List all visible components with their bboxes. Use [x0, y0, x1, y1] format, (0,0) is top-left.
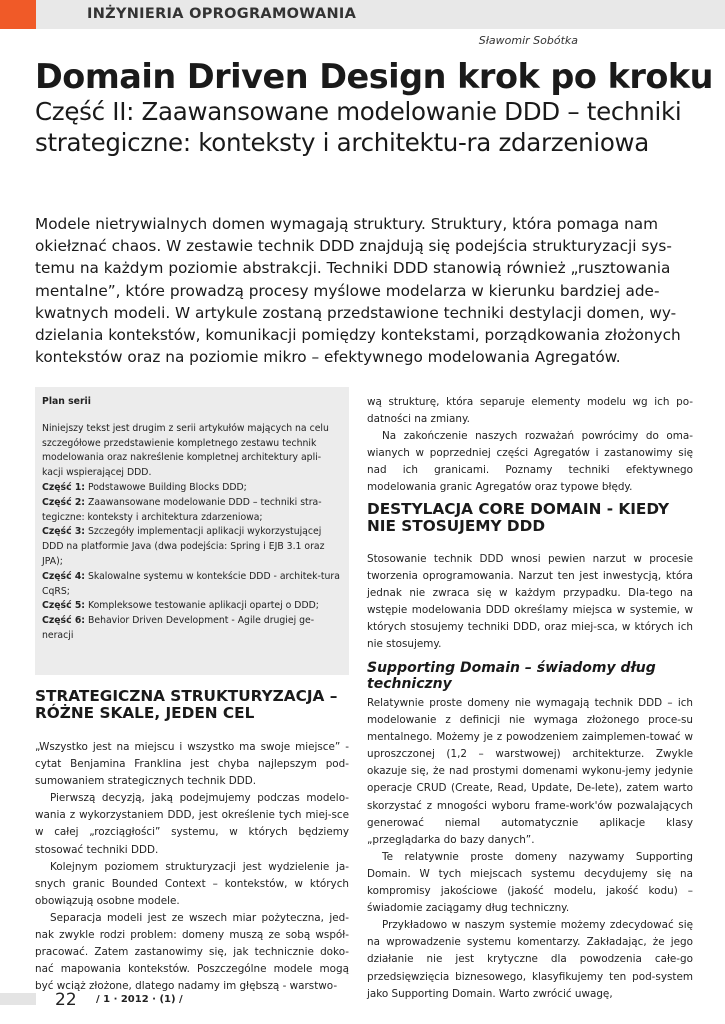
series-part: [42, 570, 342, 600]
right-column-continuation: [367, 394, 693, 497]
section-color-tab: [0, 0, 36, 29]
series-part-text: Skalowalne systemu w kontekście DDD - architek-tura CqRS;: [42, 570, 340, 597]
article-subtitle: Część II: Zaawansowane modelowanie DDD – techniki strategiczne: konteksty i architektu-ra zdarzeniowa: [35, 97, 682, 157]
series-part-label: Część 1:: [42, 481, 86, 493]
series-part: [42, 525, 342, 569]
series-plan-box: [35, 387, 349, 675]
paragraph: Kolejnym poziomem strukturyzacji jest wydzielenie ja-snych granic Bounded Context – kontekstów, w których obowiązują osobne modele.: [35, 860, 349, 907]
series-part: [42, 481, 342, 496]
paragraph: Stosowanie technik DDD wnosi pewien narzut w procesie tworzenia oprogramowania. Narzut ten jest inwestycją, która jednak nie zwraca się w każdym przypadku. Dla-tego na wstępie modelowania DDD określamy miejsca w systemie, w których stosujemy techniki DDD, oraz miej-sca, w których ich nie stosujemy.: [367, 553, 693, 651]
series-part-text: Podstawowe Building Blocks DDD;: [85, 481, 247, 493]
series-plan-intro: Niniejszy tekst jest drugim z serii artykułów mających na celu szczegółowe przedstawienie kompletnego zestawu technik modelowania oraz nakreślenie kompletnej architektury apli-kacji wspierającej DDD.: [42, 422, 329, 479]
series-plan-title: Plan serii: [42, 396, 91, 407]
right-column-body-2: [367, 695, 693, 1003]
series-part-label: Część 6:: [42, 615, 86, 627]
right-column-body: [367, 551, 693, 654]
series-part-text: Kompleksowe testowanie aplikacji opartej o DDD;: [85, 600, 319, 612]
series-part-label: Część 4:: [42, 570, 86, 582]
paragraph: Przykładowo w naszym systemie możemy zdecydować się na wprowadzenie systemu komentarzy. Zakładając, że jego działanie nie jest krytyczne dla powodzenia całe-go przedsięwzięcia biznesowego, klasyfikujemy ten pod-system jako Supporting Domain. Warto zwrócić uwagę,: [367, 919, 693, 1000]
page-number: 22: [55, 990, 77, 1010]
issue-label: / 1 · 2012 · (1) /: [96, 994, 183, 1005]
paragraph: Pierwszą decyzją, jaką podejmujemy podczas modelo-wania z wykorzystaniem DDD, jest określenie tych miej-sce w całej „rozciągłości” systemu, w których będziemy stosować techniki DDD.: [35, 792, 349, 856]
article-lead: Modele nietrywialnych domen wymagają struktury. Struktury, która pomaga nam okiełznać chaos. W zestawie technik DDD znajdują się podejścia strukturyzacji sys-temu na każdym poziomie abstrakcji. Techniki DDD stanowią również „rusztowania mentalne”, które prowadzą procesy myślowe modelarza w kierunku bardziej ade-kwatnych modeli. W artykule zostaną przedstawione techniki destylacji domen, wy-dzielania kontekstów, komunikacji pomiędzy kontekstami, porządkowania złożonych kontekstów oraz na poziomie mikro – efektywnego modelowania Agregatów.: [35, 215, 681, 367]
series-part: [42, 496, 342, 526]
series-part-text: Zaawansowane modelowanie DDD – techniki stra-tegiczne: konteksty i architektura zdarzeniowa;: [42, 496, 322, 523]
left-column-body: [35, 739, 349, 995]
footer-color-tab: [0, 993, 36, 1005]
series-part-label: Część 2:: [42, 496, 86, 508]
right-subheading: Supporting Domain – świadomy dług techniczny: [367, 660, 656, 692]
paragraph: Na zakończenie naszych rozważań powrócimy do oma-wianych w poprzedniej części Agregatów i zastanowimy się nad ich granicami. Poznamy techniki efektywnego modelowania granic Agregatów oraz typowe błędy.: [367, 430, 693, 494]
series-part: [42, 614, 342, 644]
paragraph: Separacja modeli jest ze wszech miar pożyteczna, jed-nak zwykle rodzi problem: domeny muszą ze sobą współ-pracować. Zatem zastanowimy się, jak technicznie doko-nać mapowania kontekstów. Poszczególne modele mogą być wciąż złożone, dlatego nadamy im głębszą - warstwo-: [35, 911, 349, 993]
series-part-label: Część 3:: [42, 526, 86, 538]
series-part-text: Szczegóły implementacji aplikacji wykorzystującej DDD na platformie Java (dwa podejścia: Spring i EJB 3.1 oraz JPA);: [42, 526, 325, 567]
paragraph: Te relatywnie proste domeny nazywamy Supporting Domain. W tych miejscach systemu decydujemy się na kompromisy jakościowe (jakość modelu, jakość kodu) – świadomie zaciągamy dług techniczny.: [367, 850, 693, 915]
right-section-heading: DESTYLACJA CORE DOMAIN - KIEDY NIE STOSUJEMY DDD: [367, 500, 670, 535]
section-title: INŻYNIERIA OPROGRAMOWANIA: [87, 6, 357, 22]
series-part: [42, 599, 342, 614]
paragraph: „Wszystko jest na miejscu i wszystko ma swoje miejsce” - cytat Benjamina Franklina jest chyba najlepszym pod-sumowaniem strategicznych technik DDD.: [35, 741, 349, 788]
left-section-heading: STRATEGICZNA STRUKTURYZACJA – RÓŻNE SKALE, JEDEN CEL: [35, 687, 338, 722]
paragraph: Relatywnie proste domeny nie wymagają technik DDD – ich modelowanie z definicji nie wymaga złożonego proce-su mentalnego. Możemy je z powodzeniem zaimplemen-tować w uproszczonej (1,2 – warstwowej) architekturze. Zwykle okazuje się, że nad prostymi domenami wykonu-jemy jedynie operacje CRUD (Create, Read, Update, De-lete), zatem warto skorzystać z mnogości wyboru frame-work'ów pozwalających generować niemal automatycznie aplikacje klasy „przeglądarka do bazy danych”.: [367, 697, 693, 846]
author-name: Sławomir Sobótka: [478, 34, 578, 47]
article-title: Domain Driven Design krok po kroku: [35, 57, 714, 96]
paragraph: wą strukturę, która separuje elementy modelu wg ich po-datności na zmiany.: [367, 396, 693, 426]
series-part-label: Część 5:: [42, 600, 86, 612]
series-part-text: Behavior Driven Development - Agile drugiej ge-neracji: [42, 615, 315, 641]
